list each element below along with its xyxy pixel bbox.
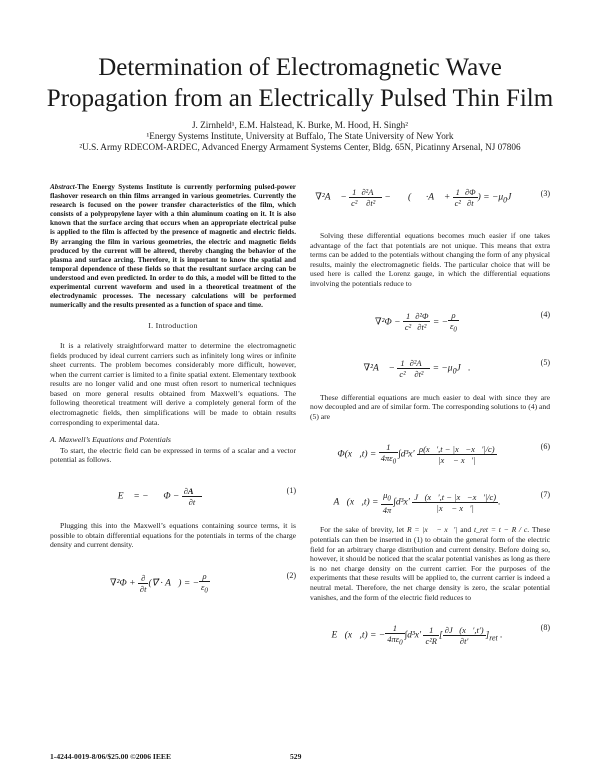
title-line-1: Determination of Electromagnetic Wave <box>98 54 502 81</box>
subsection-a-text: To start, the electric field can be expressed in terms of a scalar and a vector potential as follows. <box>50 445 296 465</box>
abstract <box>50 183 296 310</box>
equation-8: E⃗(x⃗,t) = − $\frac{1}{4\pi\varepsilon_0}$ ∫d³x′ $\frac{1}{\text{c²R}}$ [ $\frac{\partial J⃗(x⃗',t')}{\partial t'}$ ]$_{ret}$ . (8) <box>331 623 550 647</box>
equation-8-number: (8) <box>540 623 550 633</box>
equation-4-number: (4) <box>540 309 550 319</box>
paragraph-brevity <box>310 525 550 602</box>
equation-2-number: (2) <box>286 570 296 580</box>
abstract-label: Abstract <box>50 183 75 191</box>
equation-7: A⃗(x⃗,t) = $\frac{\mu_0}{4\pi}$ ∫d³x′ $\frac{J⃗(x⃗',t - |x⃗-x⃗'|/c)}{|x⃗ - x⃗'|}$ . (7) <box>333 490 550 516</box>
equation-7-number: (7) <box>540 490 550 500</box>
page-number: 529 <box>290 752 302 761</box>
equation-3: ∇²A⃗ − $\frac{1}{\text{c²}}$ $\frac{\text{∂²A⃗}}{\text{∂t²}}$ − ∇⃗(∇⃗·A⃗ + $\frac{1}{\text{c²}}$ $\frac{\partial\Phi}{\partial t}$ ) = $-\mu_0J⃗$ (3) <box>315 187 550 208</box>
brevity-r-definition: R = |x⃗ − x⃗′| <box>406 525 458 535</box>
paragraph-solving: Solving these differential equations becomes much easier if one takes advantage of the fact that potentials are not unique. This means that extra terms can be added to the potentials without changing the form of any physical results, mainly the electromagnetic fields. The particular choice that will be used here is called the Lorenz gauge, in which the differential equations involving the potentials reduce to <box>310 231 550 288</box>
equation-4: ∇²Φ − $\frac{1}{\text{c²}}$ $\frac{\text{∂²Φ}}{\text{∂t²}}$ = − $\frac{\rho}{\varepsilon_0}$ (4) <box>375 309 550 334</box>
affiliation-1: ¹Energy Systems Institute, University at Buffalo, The State University of New York <box>146 131 454 141</box>
authors-line: J. Zirnheld¹, E.M. Halstead, K. Burke, M. Hood, H. Singh² <box>191 120 409 130</box>
intro-paragraph: It is a relatively straightforward matter to determine the electromagnetic fields produced by ideal current carriers such as infinitely long wires or infinite sheet currents. The problem becomes considerably more difficult, however, when the current carrier is limited to a finite spatial extent. Elementary textbook results are no longer valid and one must often resort to numerical techniques based on more general results obtained from Maxwell’s equations. The following theoretical treatment will derive a completely general form of the electromagnetic fields, then simplifications will be made to obtain results corresponding to experimental data. <box>50 340 296 427</box>
equation-2: ∇²Φ + $\frac{\partial}{\partial t}$ (∇⃗ · A⃗) = − $\frac{\rho}{\varepsilon_0}$ (2) <box>110 570 296 595</box>
equation-5: ∇²A⃗ − $\frac{1}{\text{c²}}$ $\frac{\text{∂²A⃗}}{\text{∂t²}}$ = $-\mu_0J⃗$. (5) <box>363 357 550 379</box>
left-column <box>50 183 296 606</box>
brevity-and: and <box>460 525 472 535</box>
brevity-start: For the sake of brevity, let <box>320 525 405 535</box>
brevity-rest: . These potentials can then be inserted in (1) to obtain the general form of the electric field for an arbitrary charge distribution and current density. Before doing so, however, it should be noticed that the scalar potential vanishes as long as there is no net charge density on the current carrier. For the purposes of the experiments that these results will be applied to, the current carrier is indeed a neutral metal. Therefore, the net charge density is zero, the scalar potential vanishes, and the form of the electric field reduces to <box>310 525 550 602</box>
footer-copyright: 1-4244-0019-8/06/$25.00 ©2006 IEEE <box>50 752 172 761</box>
paragraph-decoupled: These differential equations are much easier to deal with since they are now decoupled and are of similar form. The corresponding solutions to (4) and (5) are <box>310 392 550 421</box>
subsection-heading-maxwell: A. Maxwell’s Equations and Potentials <box>50 435 171 445</box>
equation-3-number: (3) <box>540 189 550 198</box>
equation-1: E⃗ = −∇⃗Φ − $\frac{\partial A⃗}{\partial t}$ (1) <box>117 486 296 508</box>
affiliation-2: ²U.S. Army RDECOM-ARDEC, Advanced Energy Armament Systems Center, Bldg. 65N, Picatinny Arsenal, NJ 07806 <box>79 142 521 152</box>
paper-title <box>40 52 560 114</box>
equation-6: Φ(x⃗,t) = $\frac{1}{4\pi\varepsilon_0}$ ∫d³x′ $\frac{\rho(x⃗',t - |x⃗-x⃗'|/c)}{|x⃗ - x⃗'|}$ (6) <box>337 442 550 467</box>
paragraph-after-eq1: Plugging this into the Maxwell’s equations containing source terms, it is possible to obtain differential equations for the potentials in terms of the charge density and current density. <box>50 521 296 550</box>
right-column <box>310 183 550 658</box>
equation-6-number: (6) <box>540 442 550 452</box>
title-line-2: Propagation from an Electrically Pulsed Thin Film <box>46 85 554 112</box>
brevity-tret-definition: t_ret = t − R / c <box>473 525 528 535</box>
section-heading-introduction: I. Introduction <box>148 321 198 331</box>
abstract-text: -The Energy Systems Institute is currently performing pulsed-power flashover research on thin films arranged in various geometries. Currently the research is focused on the power transfer characteristics of the film, which consists of a polypropylene layer with a thin aluminum coating on it. It is also known that the surface arcing that occurs when an appropriate electrical pulse is applied to the film is affected by the presence of magnetic and electric fields. By arranging the film in various geometries, the electric and magnetic fields produced by the current will be altered, thereby changing the behavior of the plasma and surface arcing. Therefore, it is important to know the spatial and temporal dependence of these fields so that the resultant surface arcing can be understood and even predicted. In order to do this, a model will be fitted to the experimental current waveform and used in a theoretical treatment of the electrodynamic processes. The necessary calculations will be performed numerically and the results presented as a function of space and time. <box>50 183 296 310</box>
equation-5-number: (5) <box>540 357 550 367</box>
equation-1-number: (1) <box>286 486 296 496</box>
author-block <box>20 120 580 153</box>
